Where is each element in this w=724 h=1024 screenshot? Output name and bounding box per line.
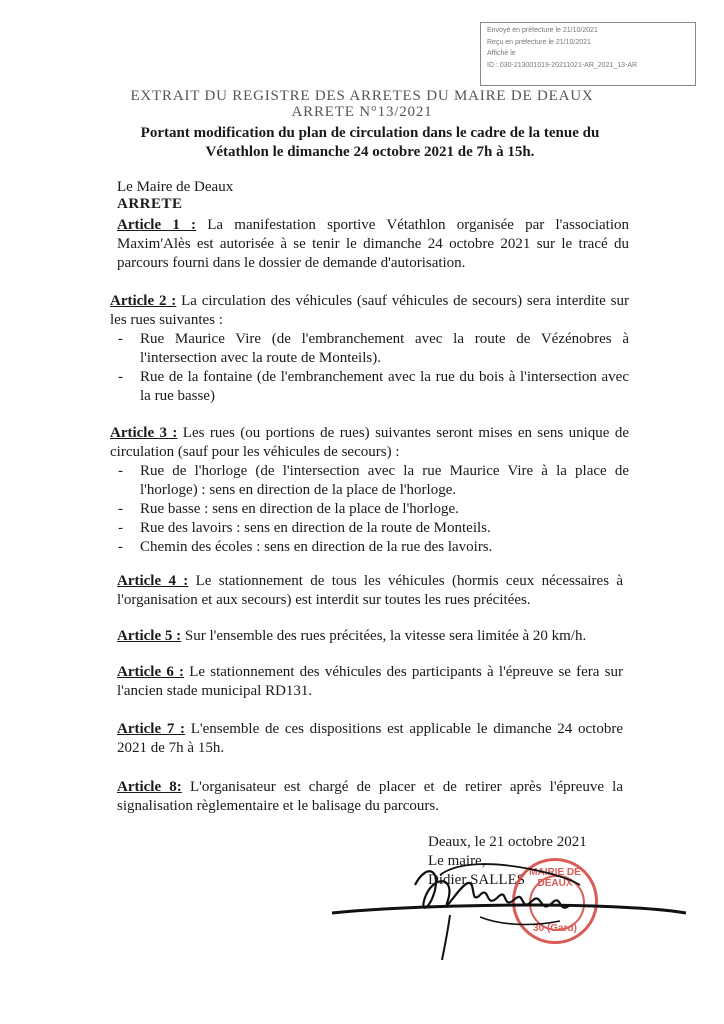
decree-number: ARRETE N°13/2021	[291, 104, 433, 120]
article-6-text: Le stationnement des véhicules des participants à l'épreuve se fera sur l'ancien stade municipal RD131.	[117, 664, 623, 699]
article-3-street-list	[110, 462, 629, 557]
article-4	[117, 572, 623, 610]
sent-to-prefecture-line: Envoyé en préfecture le 21/10/2021	[487, 27, 598, 34]
subtitle-line-1: Portant modification du plan de circulation dans le cadre de la tenue du	[140, 125, 600, 141]
act-id-line: ID : 030-213001019-20211021-AR_2021_13-AR	[487, 61, 638, 69]
article-1-label: Article 1 :	[117, 217, 197, 233]
place-and-date: Deaux, le 21 octobre 2021	[428, 834, 587, 850]
article-5-label: Article 5 :	[117, 628, 182, 644]
posted-line: Affiché le	[487, 50, 516, 57]
article-4-text: Le stationnement de tous les véhicules (hormis ceux nécessaires à l'organisation et aux secours) est interdit sur toutes les rues précitées.	[117, 573, 624, 608]
article-7-text: L'ensemble de ces dispositions est applicable le dimanche 24 octobre 2021 de 7h à 15h.	[117, 721, 623, 756]
article-3	[110, 424, 629, 557]
article-6	[117, 663, 623, 701]
article-8	[117, 778, 623, 816]
signatory-name: Didier SALLES	[428, 872, 526, 888]
list-item: - Rue basse : sens en direction de la place de l'horloge.	[110, 500, 629, 519]
list-item: - Rue des lavoirs : sens en direction de la route de Monteils.	[110, 519, 629, 538]
article-3-text: Les rues (ou portions de rues) suivantes seront mises en sens unique de circulation (sauf pour les véhicules de secours) :	[110, 425, 629, 460]
list-item: - Rue de la fontaine (de l'embranchement avec la rue du bois à l'intersection avec la rue basse)	[110, 368, 629, 406]
decision-heading: ARRETE	[117, 196, 183, 212]
article-3-label: Article 3 :	[110, 425, 178, 441]
article-6-label: Article 6 :	[117, 664, 185, 680]
article-8-label: Article 8:	[117, 779, 182, 795]
article-8-text: L'organisateur est chargé de placer et de retirer après l'épreuve la signalisation règlementaire et le balisage du parcours.	[117, 779, 623, 814]
article-2-text: La circulation des véhicules (sauf véhicules de secours) sera interdite sur les rues suivantes :	[110, 293, 629, 328]
signatory-title: Le maire,	[428, 853, 486, 869]
list-item: - Chemin des écoles : sens en direction de la rue des lavoirs.	[110, 538, 629, 557]
subtitle-line-2: Vétathlon le dimanche 24 octobre 2021 de 7h à 15h.	[205, 144, 535, 160]
article-2-label: Article 2 :	[110, 293, 177, 309]
list-item: - Rue de l'horloge (de l'intersection avec la rue Maurice Vire à la place de l'horloge) : sens en direction de la place de l'horloge.	[110, 462, 629, 500]
article-5-text: Sur l'ensemble des rues précitées, la vitesse sera limitée à 20 km/h.	[184, 628, 587, 644]
registry-title: EXTRAIT DU REGISTRE DES ARRETES DU MAIRE DE DEAUX	[130, 88, 594, 104]
seal-bottom-text: 30 (Gard)	[533, 923, 577, 934]
list-item: - Rue Maurice Vire (de l'embranchement avec la route de Vézénobres à l'intersection avec la route de Monteils).	[110, 330, 629, 368]
article-2-street-list	[110, 330, 629, 406]
handwritten-signature	[330, 855, 690, 965]
article-5	[117, 627, 623, 646]
prefecture-transmission-stamp	[480, 22, 696, 86]
decree-subtitle	[100, 124, 640, 162]
article-7	[117, 720, 623, 758]
article-1-text: La manifestation sportive Vétathlon organisée par l'association Maxim'Alès est autorisée à se tenir le dimanche 24 octobre 2021 sur le tracé du parcours fourni dans le dossier de demande d'autorisation.	[117, 217, 630, 271]
article-1	[117, 216, 629, 273]
mayor-line: Le Maire de Deaux	[117, 179, 234, 195]
article-4-label: Article 4 :	[117, 573, 189, 589]
article-7-label: Article 7 :	[117, 721, 186, 737]
article-2	[110, 292, 629, 406]
seal-top-text: MAIRIE DE DEAUX	[529, 867, 581, 889]
received-at-prefecture-line: Reçu en préfecture le 21/10/2021	[487, 38, 591, 46]
